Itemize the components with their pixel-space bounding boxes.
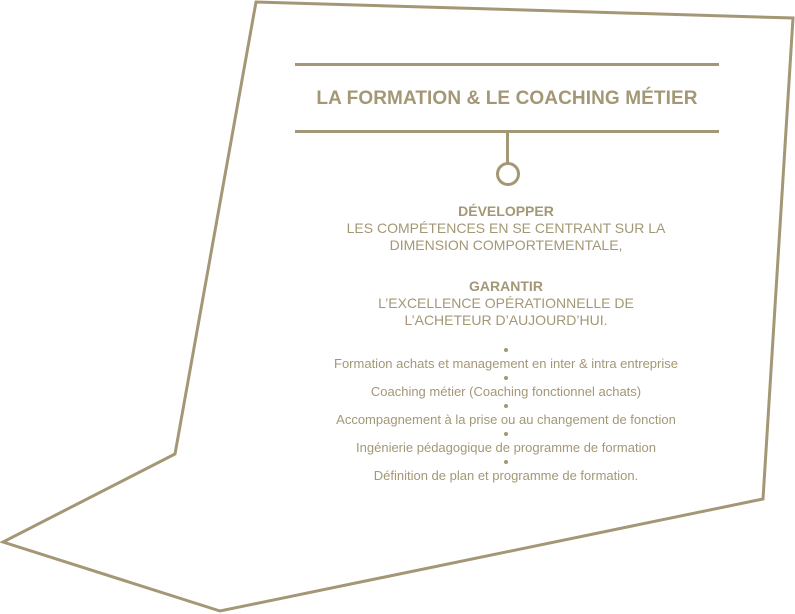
objective-line: DIMENSION COMPORTEMENTALE, — [389, 237, 623, 253]
list-item — [256, 456, 756, 484]
objective-develop — [256, 203, 756, 254]
list-item — [256, 400, 756, 428]
bullet-dot-icon — [504, 348, 508, 352]
objective-heading: GARANTIR — [469, 278, 543, 294]
page-title: LA FORMATION & LE COACHING MÉTIER — [316, 88, 698, 109]
bullet-dot-icon — [504, 460, 508, 464]
service-text: Formation achats et management en inter & intra entreprise — [334, 356, 678, 371]
objective-heading: DÉVELOPPER — [458, 203, 554, 219]
bullet-dot-icon — [504, 432, 508, 436]
list-item — [256, 428, 756, 456]
service-text: Accompagnement à la prise ou au changement de fonction — [336, 412, 676, 427]
list-item — [256, 372, 756, 400]
objective-guarantee — [256, 278, 756, 329]
bullet-dot-icon — [504, 404, 508, 408]
objective-line: L’EXCELLENCE OPÉRATIONNELLE DE — [378, 295, 634, 311]
title-rule-top — [295, 63, 719, 66]
objective-line: LES COMPÉTENCES EN SE CENTRANT SUR LA — [346, 220, 666, 236]
bullet-dot-icon — [504, 376, 508, 380]
objective-line: L’ACHETEUR D’AUJOURD’HUI. — [404, 312, 608, 328]
service-text: Définition de plan et programme de formation. — [373, 468, 639, 483]
connector-circle-icon — [496, 162, 520, 186]
connector-line — [506, 133, 509, 163]
list-item — [256, 344, 756, 372]
service-text: Ingénierie pédagogique de programme de formation — [356, 440, 656, 455]
services-list — [256, 344, 756, 484]
service-text: Coaching métier (Coaching fonctionnel achats) — [370, 384, 642, 399]
